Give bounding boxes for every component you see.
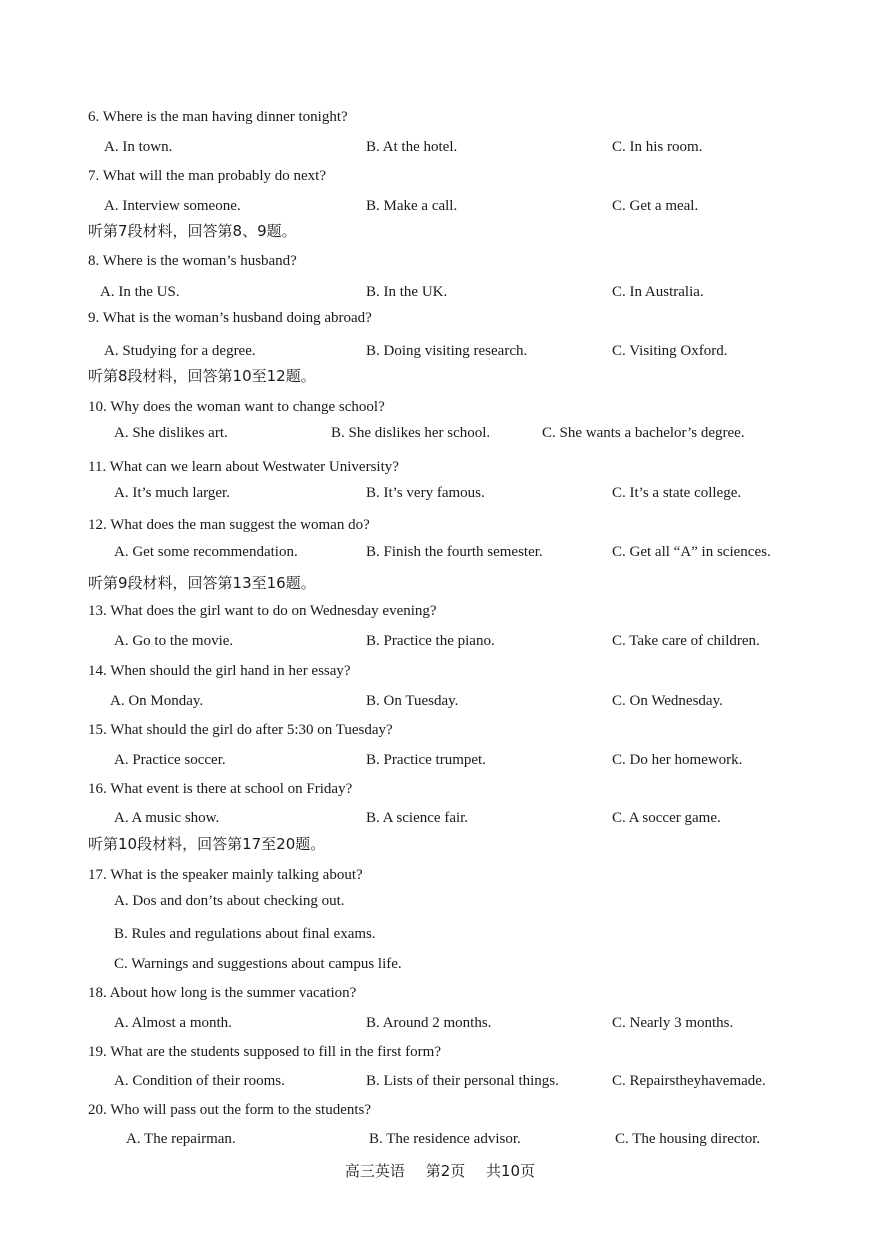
footer-page-number: 第2页 xyxy=(425,1162,466,1180)
answer-option: C. Get a meal. xyxy=(612,198,699,214)
answer-option: B. Make a call. xyxy=(366,198,458,214)
answer-option: C. In Australia. xyxy=(612,284,704,300)
answer-option: A. Get some recommendation. xyxy=(114,544,298,560)
footer-subject: 高三英语 xyxy=(344,1162,405,1180)
section-instruction: 听第7段材料，回答第8、9题。 xyxy=(88,222,297,240)
answer-option: A. Go to the movie. xyxy=(114,633,234,649)
question-text: 7. What will the man probably do next? xyxy=(88,168,327,184)
footer-total-pages: 共10页 xyxy=(486,1162,536,1180)
section-instruction: 听第10段材料，回答第17至20题。 xyxy=(88,835,326,853)
answer-option: B. In the UK. xyxy=(366,284,448,300)
answer-option: B. Lists of their personal things. xyxy=(366,1073,559,1089)
question-text: 18. About how long is the summer vacation? xyxy=(88,985,357,1001)
question-text: 12. What does the man suggest the woman do? xyxy=(88,517,370,533)
answer-option: A. Studying for a degree. xyxy=(104,343,256,359)
answer-option: C. She wants a bachelor’s degree. xyxy=(542,425,745,441)
question-text: 19. What are the students supposed to fill in the first form? xyxy=(88,1044,441,1060)
answer-option: C. A soccer game. xyxy=(612,810,721,826)
answer-option: C. Do her homework. xyxy=(612,752,743,768)
answer-option: B. Around 2 months. xyxy=(366,1015,492,1031)
question-text: 20. Who will pass out the form to the students? xyxy=(88,1102,372,1118)
answer-option: C. The housing director. xyxy=(615,1131,761,1147)
answer-option: C. In his room. xyxy=(612,139,703,155)
answer-option: C. It’s a state college. xyxy=(612,485,742,501)
question-text: 10. Why does the woman want to change school? xyxy=(88,399,385,415)
answer-option: A. Almost a month. xyxy=(114,1015,232,1031)
answer-option: C. Warnings and suggestions about campus life. xyxy=(114,956,402,972)
answer-option: B. Practice the piano. xyxy=(366,633,495,649)
answer-option: B. At the hotel. xyxy=(366,139,458,155)
answer-option: A. She dislikes art. xyxy=(114,425,228,441)
answer-option: C. Take care of children. xyxy=(612,633,760,649)
answer-option: C. Nearly 3 months. xyxy=(612,1015,734,1031)
question-text: 15. What should the girl do after 5:30 on Tuesday? xyxy=(88,722,393,738)
answer-option: A. On Monday. xyxy=(110,693,204,709)
question-text: 14. When should the girl hand in her essay? xyxy=(88,663,351,679)
answer-option: B. It’s very famous. xyxy=(366,485,485,501)
answer-option: C. On Wednesday. xyxy=(612,693,723,709)
answer-option: A. In the US. xyxy=(100,284,180,300)
answer-option: A. A music show. xyxy=(114,810,220,826)
answer-option: B. Practice trumpet. xyxy=(366,752,486,768)
answer-option: A. Practice soccer. xyxy=(114,752,226,768)
answer-option: A. Interview someone. xyxy=(104,198,241,214)
question-text: 9. What is the woman’s husband doing abroad? xyxy=(88,310,372,326)
answer-option: C. Repairstheyhavemade. xyxy=(612,1073,766,1089)
question-text: 11. What can we learn about Westwater University? xyxy=(88,459,399,475)
answer-option: A. Condition of their rooms. xyxy=(114,1073,285,1089)
page-footer xyxy=(0,1162,880,1180)
answer-option: C. Visiting Oxford. xyxy=(612,343,728,359)
question-text: 17. What is the speaker mainly talking about? xyxy=(88,867,363,883)
answer-option: A. The repairman. xyxy=(126,1131,236,1147)
answer-option: B. On Tuesday. xyxy=(366,693,459,709)
answer-option: B. She dislikes her school. xyxy=(331,425,491,441)
answer-option: A. It’s much larger. xyxy=(114,485,230,501)
answer-option: B. Rules and regulations about final exams. xyxy=(114,926,376,942)
question-text: 6. Where is the man having dinner tonight? xyxy=(88,109,348,125)
question-text: 13. What does the girl want to do on Wednesday evening? xyxy=(88,603,437,619)
answer-option: A. Dos and don’ts about checking out. xyxy=(114,893,345,909)
section-instruction: 听第8段材料，回答第10至12题。 xyxy=(88,367,316,385)
answer-option: B. Doing visiting research. xyxy=(366,343,528,359)
answer-option: B. The residence advisor. xyxy=(369,1131,521,1147)
answer-option: A. In town. xyxy=(104,139,173,155)
question-text: 8. Where is the woman’s husband? xyxy=(88,253,297,269)
question-text: 16. What event is there at school on Friday? xyxy=(88,781,353,797)
answer-option: B. Finish the fourth semester. xyxy=(366,544,543,560)
answer-option: B. A science fair. xyxy=(366,810,469,826)
section-instruction: 听第9段材料，回答第13至16题。 xyxy=(88,574,316,592)
answer-option: C. Get all “A” in sciences. xyxy=(612,544,771,560)
